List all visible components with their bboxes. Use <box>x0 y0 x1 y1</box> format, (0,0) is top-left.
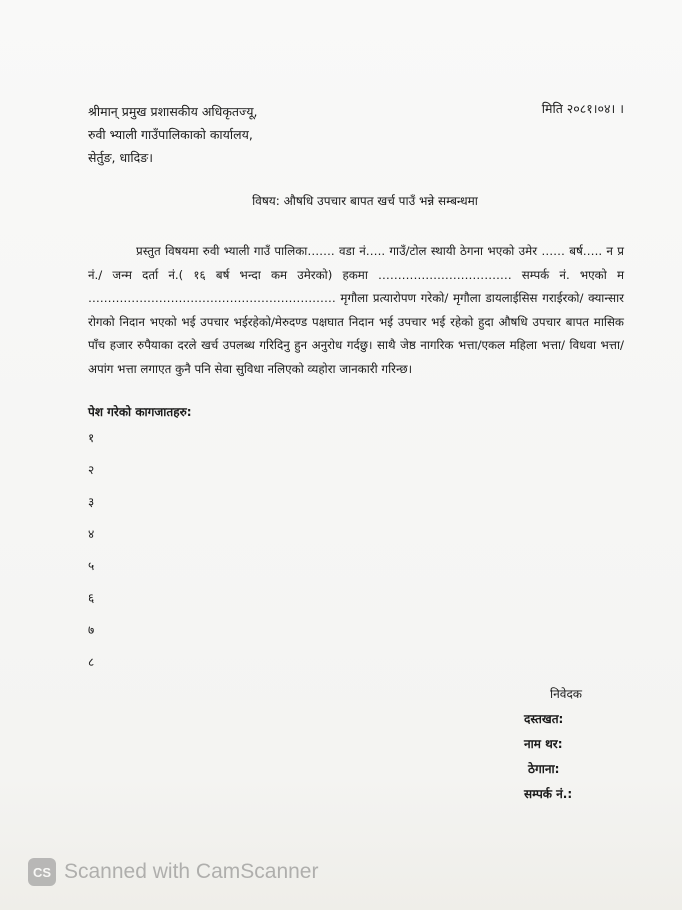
signature-label: दस्तखत: <box>524 712 564 726</box>
list-item: ५ <box>88 559 95 573</box>
name-label: नाम थर: <box>524 737 563 751</box>
list-item: १ <box>88 431 95 445</box>
signature-block <box>524 682 582 807</box>
list-item: ६ <box>88 591 95 605</box>
contact-label: सम्पर्क नं.: <box>524 787 573 801</box>
recipient-line: सेर्तुङ, धादिङ। <box>88 150 153 165</box>
documents-heading: पेश गरेको कागजातहरु: <box>88 405 192 419</box>
applicant-label: निवेदक <box>550 687 583 701</box>
watermark-text: Scanned with CamScanner <box>64 860 319 883</box>
address-label: ठेगाना: <box>528 762 560 776</box>
list-item: २ <box>88 463 95 477</box>
letter-subject: विषय: औषधि उपचार बापत खर्च पाउँ भन्ने सम्बन्धमा <box>252 194 478 208</box>
camscanner-logo-icon: CS <box>28 858 56 886</box>
letter-body <box>88 240 624 382</box>
list-item: ४ <box>88 527 95 541</box>
list-item: ८ <box>88 655 95 669</box>
body-paragraph: प्रस्तुत विषयमा रुवी भ्याली गाउँ पालिका……. वडा नं….. गाउँ/टोल स्थायी ठेगना भएको उमेर …… बर्ष….. न प्र नं./ जन्म दर्ता नं.( १६ बर्ष भन्दा कम उमेरको) हकमा ……………………………. सम्पर्क नं. भएको म ……………………………………………………… मृगौला प्रत्यारोपण गरेको/ मृगौला डायलाईसिस गराईरको/ क्यान्सार रोगको निदान भएको भई उपचार भईरहेको/मेरुदण्ड पक्षघात निदान भई उपचार भई रहेको हुदा औषधि उपचार बापत मासिक पाँच हजार रुपैयाका दरले खर्च उपलब्ध गरिदिनु हुन अनुरोध गर्दछु। साथै जेष्ठ नागरिक भत्ता/एकल महिला भत्ता/ विधवा भत्ता/ अपांग भत्ता लगाएत कुनै पनि सेवा सुविधा नलिएको व्यहोरा जानकारी गरिन्छ। <box>88 244 624 376</box>
documents-list <box>88 428 94 684</box>
list-item: ३ <box>88 495 95 509</box>
recipient-line: श्रीमान् प्रमुख प्रशासकीय अधिकृतज्यू, <box>88 104 258 119</box>
recipient-address <box>88 100 257 169</box>
letter-date: मिति २०८१।०४। । <box>541 101 624 116</box>
camscanner-watermark <box>28 858 318 886</box>
recipient-line: रुवी भ्याली गाउँपालिकाको कार्यालय, <box>88 127 253 142</box>
list-item: ७ <box>88 623 95 637</box>
